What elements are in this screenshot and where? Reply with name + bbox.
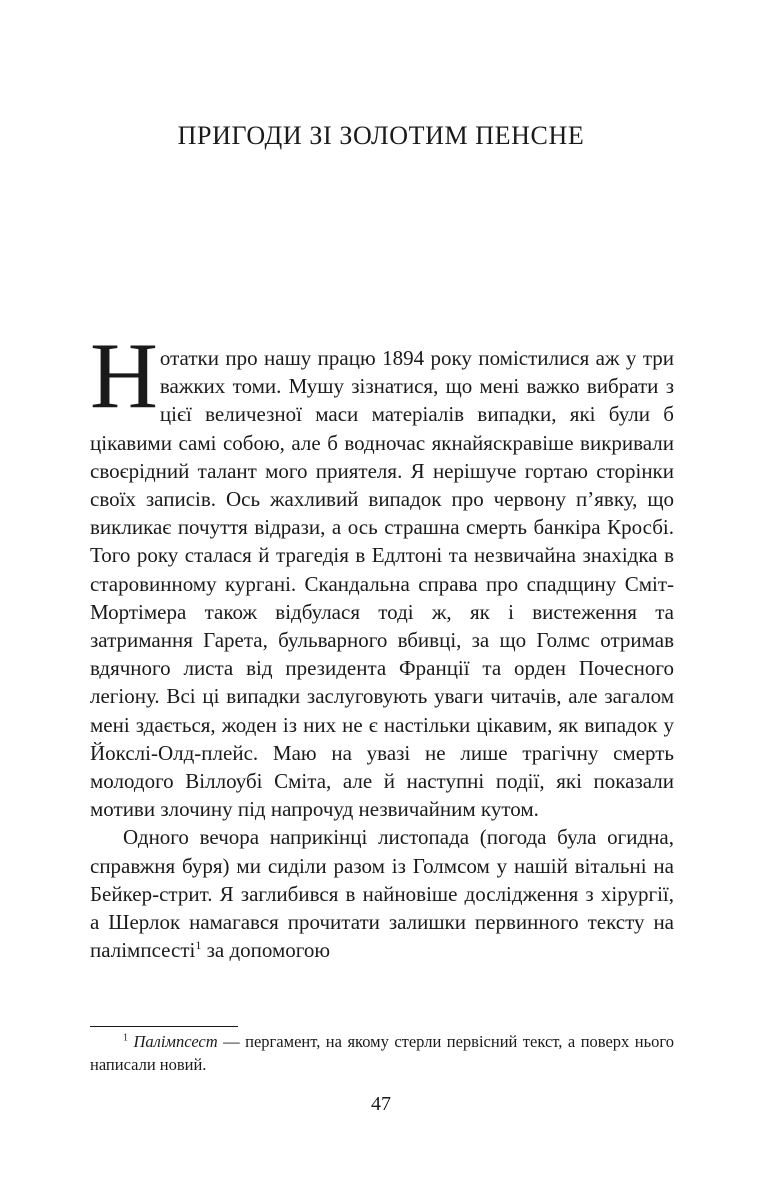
footnote-text: — пергамент, на якому стерли первісний текст, а поверх нього написали новий. — [90, 1032, 674, 1074]
paragraph — [90, 324, 674, 823]
paragraph-text: Одного вечора наприкінці листопада (погода була огидна, справжня буря) ми сиділи разом із Голмсом у нашій вітальні на Бейкер-стрит. Я заглибився в найновіше дослідження з хірургії, а Шерлок намагався прочитати залишки первинного тексту на палімпсесті — [90, 825, 674, 963]
chapter-title: ПРИГОДИ ЗІ ЗОЛОТИМ ПЕНСНЕ — [177, 121, 585, 150]
paragraph-text-continuation: за допомогою — [201, 938, 331, 963]
page-number: 47 — [371, 1093, 391, 1115]
drop-cap: Н — [90, 324, 158, 428]
footnote-number: 1 — [123, 1032, 128, 1044]
paragraph-text: отатки про нашу працю 1894 року помістилися аж у три важких томи. Мушу зізнатися, що мені важко вибрати з цієї величезної маси матеріалів випадки, які були б цікавими самі собою, але б водночас якнайяскравіше викривали своєрідний талант мого приятеля. Я нерішуче гортаю сторінки своїх записів. Ось жахливий випадок про червону п’явку, що викликає почуття відрази, а ось страшна смерть банкіра Кросбі. Того року сталася й трагедія в Едлтоні та незвичайна знахідка в старовинному кургані. Скандальна справа про спадщину Сміт-Мортімера також відбулася тоді ж, як і вистеження та затримання Гарета, бульварного вбивці, за що Голмс отримав вдячного листа від президента Франції та орден Почесного легіону. Всі ці випадки заслуговують уваги читачів, але загалом мені здається, жоден із них не є настільки цікавим, як випадок у Йокслі-Олд-плейс. Маю на увазі не лише трагічну смерть молодого Віллоубі Сміта, але й наступні події, які показали мотиви злочину під напрочуд незвичайним кутом. — [90, 346, 674, 822]
main-text — [90, 324, 674, 964]
footnote — [90, 1030, 674, 1076]
paragraph — [90, 823, 674, 964]
footnote-divider — [90, 1026, 238, 1027]
footnote-reference[interactable]: 1 — [195, 938, 202, 953]
footnote-term: Палімпсест — [133, 1032, 218, 1051]
